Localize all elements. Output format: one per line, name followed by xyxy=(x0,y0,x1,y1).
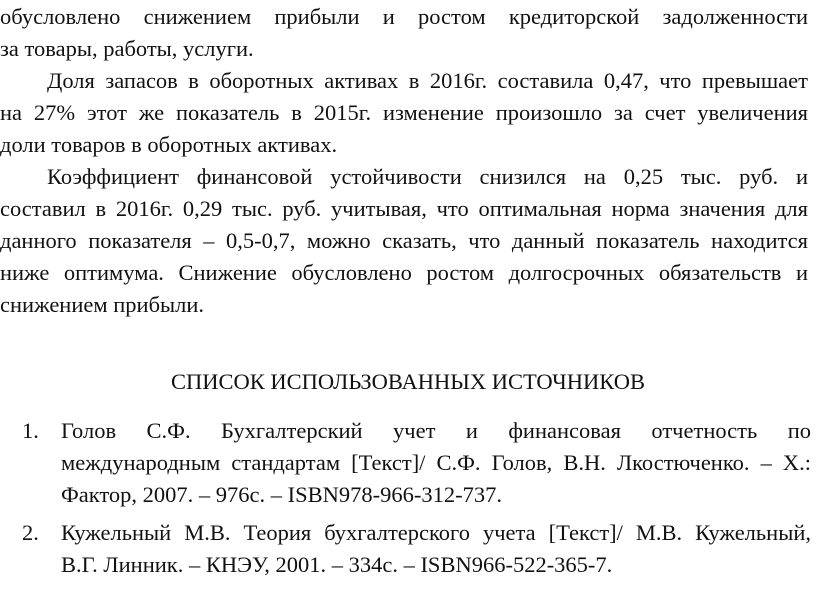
source-line: В.Г. Линник. – КНЭУ, 2001. – 334с. – ISBN966-522-365-7. xyxy=(61,552,613,577)
source-line: международным стандартам [Текст]/ С.Ф. Голов, В.Н. Лкостюченко. – Х.: xyxy=(61,450,811,475)
paragraph-line: доли товаров в оборотных активах. xyxy=(0,132,338,157)
paragraph-line-indented xyxy=(0,161,808,193)
paragraph-line: составил в 2016г. 0,29 тыс. руб. учитывая, что оптимальная норма значения для xyxy=(0,196,808,221)
source-line: Голов С.Ф. Бухгалтерский учет и финансовая отчетность по xyxy=(61,418,811,443)
paragraph-inventory-share xyxy=(0,65,808,161)
source-line: Фактор, 2007. – 976с. – ISBN978-966-312-737. xyxy=(61,482,503,507)
paragraph-line-text: Доля запасов в оборотных активах в 2016г. составила 0,47, что превышает xyxy=(47,68,808,93)
source-item xyxy=(0,415,811,511)
source-number: 2. xyxy=(22,520,39,545)
paragraph-financial-stability xyxy=(0,161,808,321)
paragraph-line: снижением прибыли. xyxy=(0,292,205,317)
source-item xyxy=(0,517,811,581)
paragraph-line: за товары, работы, услуги. xyxy=(0,36,254,61)
paragraph-line: данного показателя – 0,5-0,7, можно сказать, что данный показатель находится xyxy=(0,228,808,253)
sources-heading: СПИСОК ИСПОЛЬЗОВАННЫХ ИСТОЧНИКОВ xyxy=(171,369,645,394)
paragraph-line-text: Коэффициент финансовой устойчивости снизился на 0,25 тыс. руб. и xyxy=(47,164,808,189)
paragraph-line: обусловлено снижением прибыли и ростом кредиторской задолженности xyxy=(0,4,808,29)
sources-list xyxy=(0,415,816,581)
paragraph-line: на 27% этот же показатель в 2015г. изменение произошло за счет увеличения xyxy=(0,100,808,125)
source-number: 1. xyxy=(22,418,39,443)
paragraph-line-indented xyxy=(0,65,808,97)
source-line: Кужельный М.В. Теория бухгалтерского учета [Текст]/ М.В. Кужельный, xyxy=(61,520,811,545)
paragraph-line: ниже оптимума. Снижение обусловлено ростом долгосрочных обязательств и xyxy=(0,260,808,285)
paragraph-profit-decline xyxy=(0,1,808,65)
